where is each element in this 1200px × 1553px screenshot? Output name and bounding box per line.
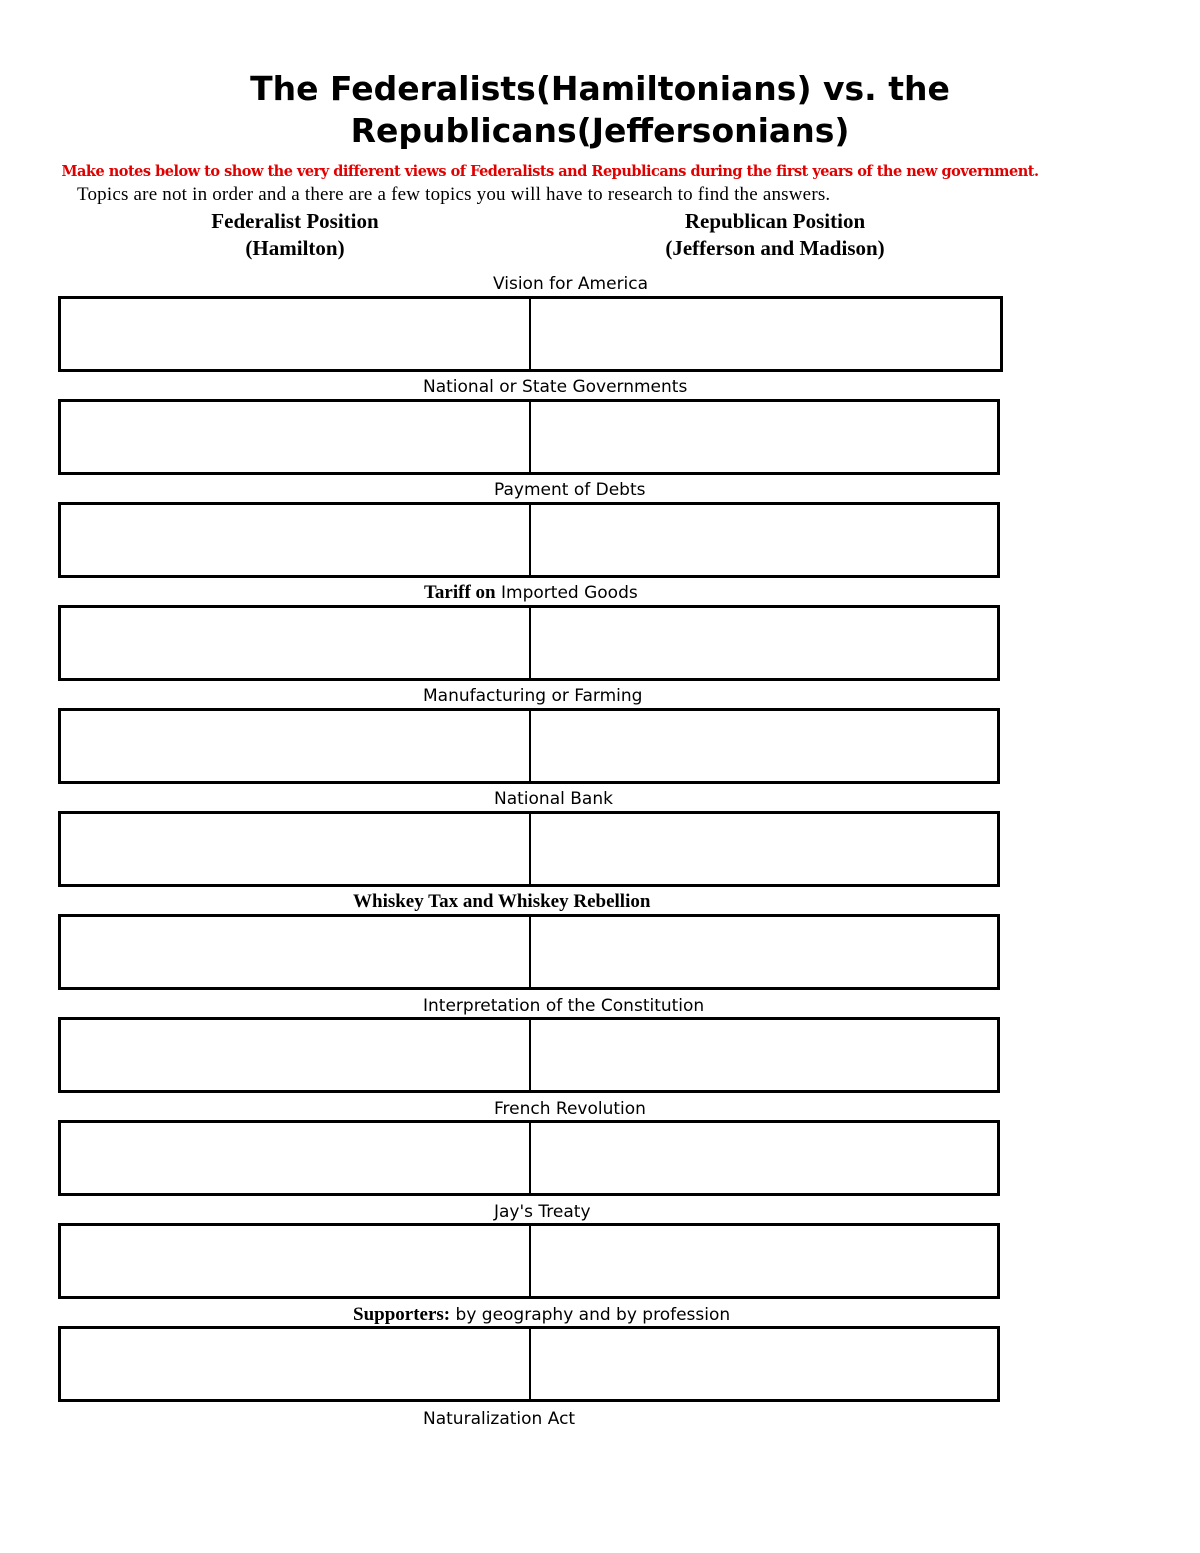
notes-box-manufacturing-or-farming	[58, 708, 1000, 784]
section-label-french-revolution: French Revolution	[494, 1099, 646, 1119]
federalist-heading: Federalist Position	[211, 209, 379, 233]
topics-note: Topics are not in order and a there are a few topics you will have to research to find the answers.	[77, 184, 831, 205]
section-label-naturalization-act: Naturalization Act	[423, 1409, 576, 1429]
section-label-jays-treaty: Jay's Treaty	[494, 1202, 591, 1222]
notes-box-national-bank	[58, 811, 1000, 887]
republican-notes-french-revolution[interactable]	[531, 1123, 997, 1193]
republican-notes-supporters[interactable]	[531, 1329, 997, 1399]
republican-notes-tariff[interactable]	[531, 608, 997, 678]
title-line-2: Republicans(Jeffersonians)	[350, 111, 850, 150]
section-label-vision: Vision for America	[493, 274, 649, 294]
federalist-notes-french-revolution[interactable]	[61, 1123, 531, 1193]
federalist-notes-tariff[interactable]	[61, 608, 531, 678]
title-line-1: The Federalists(Hamiltonians) vs. the	[250, 69, 950, 108]
federalist-column-heading	[170, 208, 420, 262]
federalist-notes-manufacturing-or-farming[interactable]	[61, 711, 531, 781]
federalist-notes-national-or-state[interactable]	[61, 402, 531, 472]
section-label-payment-of-debts: Payment of Debts	[494, 480, 646, 500]
section-label-tariff	[424, 582, 638, 604]
republican-notes-manufacturing-or-farming[interactable]	[531, 711, 997, 781]
federalist-notes-payment-of-debts[interactable]	[61, 505, 531, 575]
section-label-supporters-bold: Supporters:	[353, 1304, 451, 1325]
notes-box-whiskey	[58, 914, 1000, 990]
notes-box-jays-treaty	[58, 1223, 1000, 1299]
worksheet-title	[0, 68, 1200, 152]
notes-box-national-or-state	[58, 399, 1000, 475]
republican-heading: Republican Position	[684, 209, 866, 233]
section-label-national-or-state: National or State Governments	[423, 377, 688, 397]
notes-box-french-revolution	[58, 1120, 1000, 1196]
section-label-whiskey-bold: Whiskey Tax and Whiskey Rebellion	[353, 891, 651, 912]
republican-notes-whiskey[interactable]	[531, 917, 997, 987]
republican-notes-jays-treaty[interactable]	[531, 1226, 997, 1296]
republican-notes-national-bank[interactable]	[531, 814, 997, 884]
section-label-tariff-rest: Imported Goods	[495, 583, 638, 603]
republican-subheading: (Jefferson and Madison)	[665, 236, 885, 260]
republican-notes-vision[interactable]	[531, 299, 1000, 369]
federalist-notes-jays-treaty[interactable]	[61, 1226, 531, 1296]
republican-notes-interpretation[interactable]	[531, 1020, 997, 1090]
federalist-notes-national-bank[interactable]	[61, 814, 531, 884]
section-label-manufacturing-or-farming: Manufacturing or Farming	[423, 686, 643, 706]
notes-box-payment-of-debts	[58, 502, 1000, 578]
section-label-supporters	[353, 1304, 730, 1326]
republican-notes-payment-of-debts[interactable]	[531, 505, 997, 575]
notes-box-tariff	[58, 605, 1000, 681]
section-label-interpretation: Interpretation of the Constitution	[423, 996, 705, 1016]
federalist-notes-vision[interactable]	[61, 299, 531, 369]
section-label-whiskey	[353, 891, 650, 913]
federalist-notes-whiskey[interactable]	[61, 917, 531, 987]
section-label-supporters-rest: by geography and by profession	[450, 1305, 731, 1325]
republican-notes-national-or-state[interactable]	[531, 402, 997, 472]
federalist-notes-supporters[interactable]	[61, 1329, 531, 1399]
republican-column-heading	[600, 208, 950, 262]
federalist-notes-interpretation[interactable]	[61, 1020, 531, 1090]
notes-box-supporters	[58, 1326, 1000, 1402]
section-label-tariff-bold: Tariff on	[424, 582, 496, 603]
instructions: Make notes below to show the very different views of Federalists and Republicans during the first years of the new government.	[61, 163, 1039, 180]
notes-box-interpretation	[58, 1017, 1000, 1093]
notes-box-vision	[58, 296, 1003, 372]
section-label-national-bank: National Bank	[494, 789, 613, 809]
federalist-subheading: (Hamilton)	[245, 236, 345, 260]
